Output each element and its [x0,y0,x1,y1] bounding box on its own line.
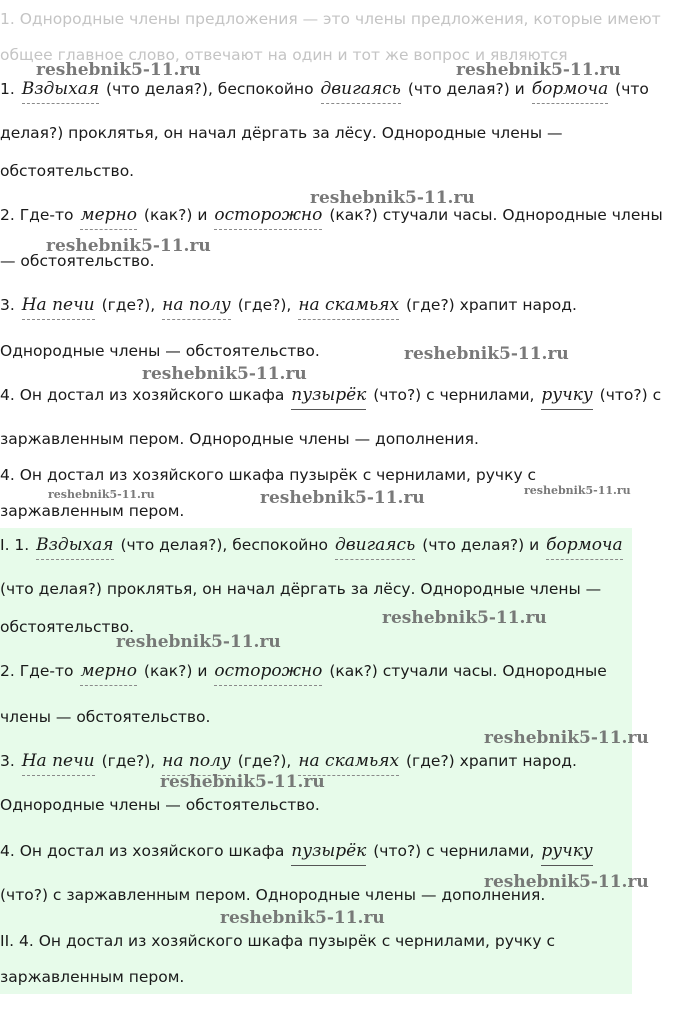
b1-word-3: бормоча [546,534,623,560]
a4-word-1: пузырёк [291,384,366,410]
b2-num: 2. Где-то [0,662,74,680]
a2-q1: (как?) и [143,206,208,224]
watermark: reshebnik5-11.ru [404,344,569,364]
b1-line-1 [0,534,625,560]
a4-word-2: ручку [541,384,592,410]
b5-line-2: заржавленным пером. [0,968,185,986]
b2-word-2: осторожно [214,660,322,686]
b2-line-2: члены — обстоятельство. [0,708,211,726]
b3-q2: (где?), [237,752,292,770]
b3-line-2: Однородные члены — обстоятельство. [0,796,320,814]
b3-word-2: на полу [162,750,231,776]
watermark: reshebnik5-11.ru [46,236,211,256]
b3-word-3: на скамьях [298,750,399,776]
a3-num: 3. [0,296,15,314]
watermark: reshebnik5-11.ru [310,188,475,208]
b4-line-2: (что?) с заржавленным пером. Однородные члены — дополнения. [0,886,546,904]
a3-line-2: Однородные члены — обстоятельство. [0,342,320,360]
a1-line-1 [0,78,649,104]
b3-q1: (где?), [101,752,156,770]
b4-word-1: пузырёк [291,840,366,866]
b3-q3: (где?) храпит народ. [406,752,577,770]
intro-line-2: общее главное слово, отвечают на один и тот же вопрос и являются [0,46,568,64]
a1-q3: (что [615,80,649,98]
a4-q2: (что?) с [599,386,662,404]
watermark: reshebnik5-11.ru [484,872,649,892]
a5-line-1: 4. Он достал из хозяйского шкафа пузырёк с чернилами, ручку с [0,466,537,484]
b2-q1: (как?) и [143,662,208,680]
watermark: reshebnik5-11.ru [484,728,649,748]
a3-word-2: на полу [162,294,231,320]
watermark: reshebnik5-11.ru [260,488,425,508]
b4-word-2: ручку [541,840,592,866]
a1-line-2: делая?) проклятья, он начал дёргать за лёсу. Однородные члены — [0,124,563,142]
a5-line-2: заржавленным пером. [0,502,185,520]
watermark: reshebnik5-11.ru [220,908,385,928]
b2-line-1 [0,660,607,686]
a1-word-1: Вздыхая [22,78,99,104]
b1-line-2: (что делая?) проклятья, он начал дёргать за лёсу. Однородные члены — [0,580,602,598]
watermark: reshebnik5-11.ru [160,772,325,792]
b4-pre: 4. Он достал из хозяйского шкафа [0,842,285,860]
b1-word-2: двигаясь [335,534,415,560]
b3-word-1: На печи [22,750,95,776]
b5-line-1: II. 4. Он достал из хозяйского шкафа пузырёк с чернилами, ручку с [0,932,556,950]
b1-q2: (что делая?) и [422,536,540,554]
a1-num: 1. [0,80,15,98]
a1-word-2: двигаясь [321,78,401,104]
a1-line-3: обстоятельство. [0,162,135,180]
b3-num: 3. [0,752,15,770]
a2-num: 2. Где-то [0,206,74,224]
a4-q1: (что?) с чернилами, [373,386,535,404]
a3-q2: (где?), [237,296,292,314]
a3-word-1: На печи [22,294,95,320]
a2-word-1: мерно [80,204,136,230]
b1-num: I. 1. [0,536,30,554]
b1-word-1: Вздыхая [36,534,113,560]
a3-word-3: на скамьях [298,294,399,320]
a3-q1: (где?), [101,296,156,314]
a2-word-2: осторожно [214,204,322,230]
a2-line-2: — обстоятельство. [0,252,155,270]
b1-line-3: обстоятельство. [0,618,135,636]
watermark: reshebnik5-11.ru [48,488,155,501]
watermark: reshebnik5-11.ru [456,60,621,80]
watermark: reshebnik5-11.ru [524,484,631,497]
a4-pre: 4. Он достал из хозяйского шкафа [0,386,285,404]
b4-line-1 [0,840,595,866]
a1-q1: (что делая?), беспокойно [106,80,314,98]
b2-q2: (как?) стучали часы. Однородные [329,662,607,680]
a4-line-2: заржавленным пером. Однородные члены — дополнения. [0,430,479,448]
b1-q1: (что делая?), беспокойно [120,536,328,554]
watermark: reshebnik5-11.ru [142,364,307,384]
a2-q2: (как?) стучали часы. Однородные члены [329,206,663,224]
b2-word-1: мерно [80,660,136,686]
a1-q2: (что делая?) и [407,80,525,98]
a3-q3: (где?) храпит народ. [406,296,577,314]
a4-line-1 [0,384,661,410]
watermark: reshebnik5-11.ru [36,60,201,80]
b4-q1: (что?) с чернилами, [373,842,535,860]
intro-line-1: 1. Однородные члены предложения — это члены предложения, которые имеют [0,10,661,28]
a3-line-1 [0,294,577,320]
watermark: reshebnik5-11.ru [116,632,281,652]
a1-word-3: бормоча [532,78,609,104]
watermark: reshebnik5-11.ru [382,608,547,628]
